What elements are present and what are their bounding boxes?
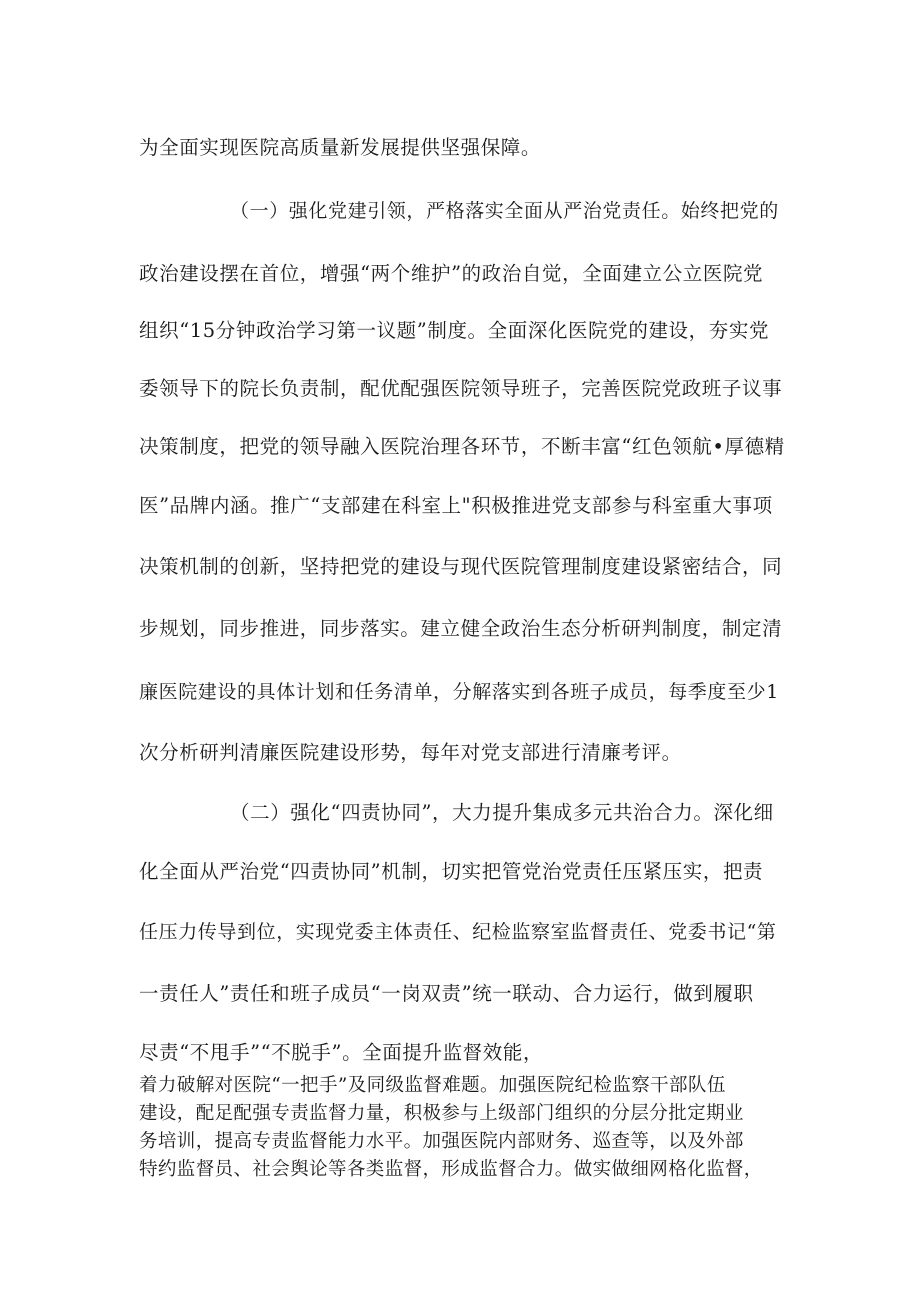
- text-line-10: 廉医院建设的具体计划和任务清单，分解落实到各班子成员，每季度至少1: [139, 681, 779, 703]
- text-line-7: 医”品牌内涵。推广“支部建在科室上"积极推进党支部参与科室重大事项: [139, 494, 773, 517]
- text-line-13: 化全面从严治党“四责协同”机制，切实把管党治党责任压紧压实，把责: [139, 860, 764, 883]
- section-1-heading-line: （一）强化党建引领，严格落实全面从严治党责任。始终把党的: [230, 200, 779, 222]
- text-line-19: 务培训，提高专责监督能力水平。加强医院内部财务、巡查等，以及外部: [139, 1131, 744, 1152]
- text-line-5: 委领导下的院长负责制，配优配强医院领导班子，完善医院党政班子议事: [139, 377, 783, 400]
- section-2-heading-line: （二）强化“四责协同”，大力提升集成多元共治合力。深化细: [230, 801, 774, 824]
- text-line-14: 任压力传导到位，实现党委主体责任、纪检监察室监督责任、党委书记“第: [139, 921, 777, 943]
- text-line-8: 决策机制的创新，坚持把党的建设与现代医院管理制度建设紧密结合，同: [139, 555, 783, 578]
- text-line-11: 次分析研判清廉医院建设形势，每年对党支部进行清廉考评。: [139, 741, 682, 764]
- text-line-6: 决策制度，把党的领导融入医院治理各环节，不断丰富“红色领航•厚德精: [139, 435, 785, 458]
- text-line-20: 特约监督员、社会舆论等各类监督，形成监督合力。做实做细网格化监督，: [139, 1159, 763, 1180]
- text-line-15: 一责任人”责任和班子成员“一岗双责”统一联动、合力运行，做到履职: [139, 982, 754, 1005]
- text-line-17: 着力破解对医院“一把手”及同级监督难题。加强医院纪检监察干部队伍: [139, 1075, 726, 1096]
- text-line-9: 步规划，同步推进，同步落实。建立健全政治生态分析研判制度，制定清: [139, 617, 783, 640]
- text-line-18: 建设，配足配强专责监督力量，积极参与上级部门组织的分层分批定期业: [139, 1103, 744, 1124]
- text-line-16: 尽责“不甩手”“不脱手”。全面提升监督效能，: [139, 1041, 544, 1064]
- text-line-4: 组织“15分钟政治学习第一议题”制度。全面深化医院党的建设，夯实党: [139, 319, 770, 342]
- text-line-3: 政治建设摆在首位，增强“两个维护”的政治自觉，全面建立公立医院党: [139, 262, 764, 285]
- text-line-1: 为全面实现医院高质量新发展提供坚强保障。: [139, 136, 542, 159]
